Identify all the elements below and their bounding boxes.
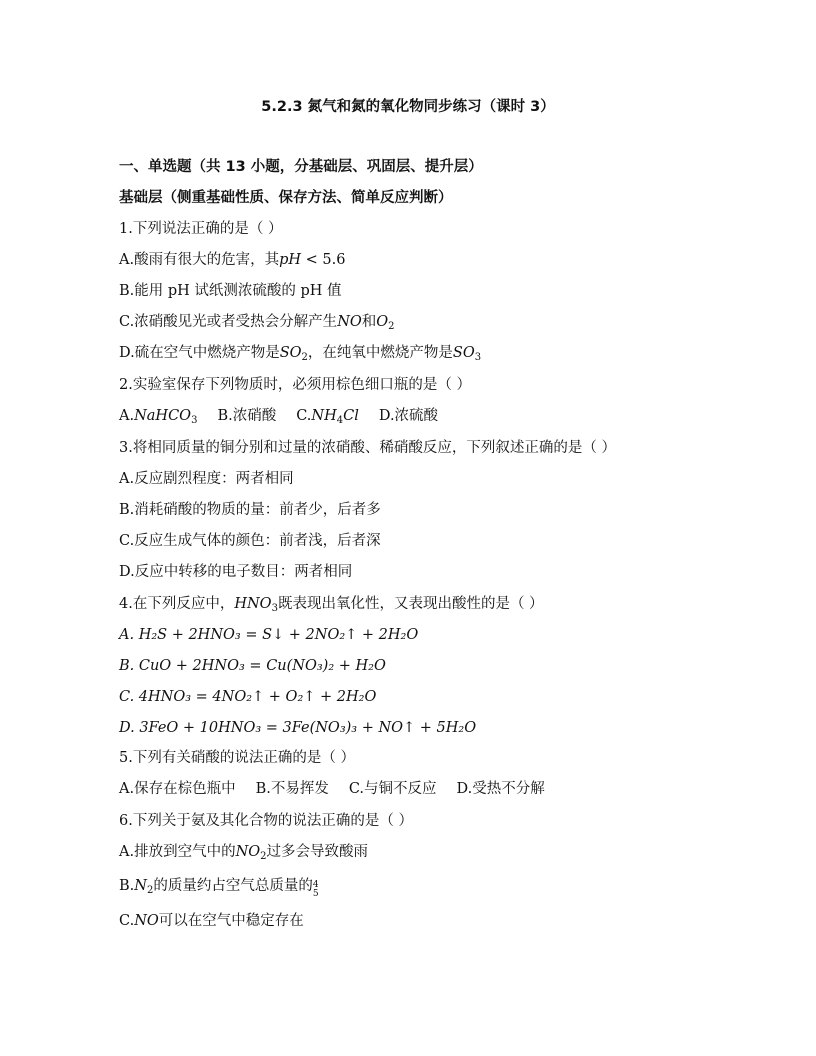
q1-c-formula-o2: O	[376, 314, 389, 330]
q3-option-a: A.反应剧烈程度：两者相同	[119, 471, 294, 487]
q5-options	[119, 780, 565, 798]
q2-option-b: B.浓硝酸	[217, 408, 277, 424]
q6-b-text: 的质量约占空气总质量的	[153, 878, 313, 894]
q4-option-a: A. H₂S + 2HNO₃ = S↓ + 2NO₂↑ + 2H₂O	[119, 627, 419, 643]
q4-stem-suffix: 既表现出氧化性，又表现出酸性的是（ ）	[277, 596, 544, 612]
q1-option-c	[119, 313, 395, 336]
q4-stem	[119, 595, 544, 618]
q1-a-math: pH	[279, 252, 302, 268]
q6-c-formula: NO	[134, 913, 159, 929]
q2-c-formula2: Cl	[343, 408, 359, 424]
q5-stem: 5.下列有关硝酸的说法正确的是（ ）	[119, 750, 355, 766]
q1-d-formula-so2: SO	[279, 345, 302, 361]
layer-heading-basic: 基础层（侧重基础性质、保存方法、简单反应判断）	[119, 190, 453, 206]
q2-option-c	[296, 407, 359, 430]
q6-a-formula: NO	[235, 844, 261, 860]
q2-c-sub: 4	[336, 415, 344, 426]
q6-stem: 6.下列关于氨及其化合物的说法正确的是（ ）	[119, 813, 413, 829]
q1-a-rel: < 5.6	[301, 252, 346, 268]
q3-stem: 3.将相同质量的铜分别和过量的浓硝酸、稀硝酸反应，下列叙述正确的是（ ）	[119, 440, 616, 456]
q2-c-formula: NH	[311, 408, 337, 424]
page-title: 5.2.3 氮气和氮的氧化物同步练习（课时 3）	[261, 99, 555, 115]
q4-option-b: B. CuO + 2HNO₃ = Cu(NO₃)₂ + H₂O	[119, 658, 386, 674]
q1-c-and: 和	[361, 314, 377, 330]
q6-a-suffix: 过多会导致酸雨	[266, 844, 369, 860]
q2-a-label: A.	[119, 408, 135, 424]
q2-a-formula: NaHCO	[134, 408, 192, 424]
q3-option-d: D.反应中转移的电子数目：两者相同	[119, 564, 353, 580]
q4-option-c: C. 4HNO₃ = 4NO₂↑ + O₂↑ + 2H₂O	[119, 689, 377, 705]
q6-option-c	[119, 912, 304, 930]
q1-d-text: D.硫在空气中燃烧产物是	[119, 345, 280, 361]
q2-options	[119, 407, 458, 430]
q2-option-d: D.浓硫酸	[378, 408, 439, 424]
q1-d-formula-so3: SO	[452, 345, 475, 361]
q1-d-sub3: 3	[474, 352, 482, 363]
q5-option-b: B.不易挥发	[255, 781, 329, 797]
q5-option-c: C.与铜不反应	[348, 781, 437, 797]
q4-option-d: D. 3FeO + 10HNO₃ = 3Fe(NO₃)₃ + NO↑ + 5H₂O	[119, 720, 477, 736]
q6-b-formula: N	[134, 878, 147, 894]
q1-option-b: B.能用 pH 试纸测浓硫酸的 pH 值	[119, 283, 342, 299]
fraction-denominator: 5	[312, 889, 319, 899]
q1-d-sub: 2	[301, 352, 308, 363]
q3-option-c: C.反应生成气体的颜色：前者浅，后者深	[119, 533, 381, 549]
q6-c-label: C.	[119, 913, 135, 929]
q1-stem: 1.下列说法正确的是（ ）	[119, 221, 283, 237]
fraction	[313, 881, 319, 899]
section-heading: 一、单选题（共 13 小题，分基础层、巩固层、提升层）	[119, 159, 483, 175]
q1-c-text: C.浓硝酸见光或者受热会分解产生	[119, 314, 338, 330]
q5-option-d: D.受热不分解	[456, 781, 545, 797]
q2-a-sub: 3	[191, 415, 198, 426]
q6-b-sub: 2	[146, 885, 154, 896]
q3-option-b: B.消耗硝酸的物质的量：前者少，后者多	[119, 502, 381, 518]
q6-c-suffix: 可以在空气中稳定存在	[158, 913, 304, 929]
q6-a-sub: 2	[260, 851, 267, 862]
q1-c-sub: 2	[388, 321, 395, 332]
q6-a-text: A.排放到空气中的	[119, 844, 236, 860]
q6-b-label: B.	[119, 878, 135, 894]
q4-stem-formula: HNO	[234, 596, 272, 612]
q1-d-mid: ，在纯氧中燃烧产物是	[307, 345, 453, 361]
q4-stem-sub: 3	[271, 603, 278, 614]
q2-option-a	[119, 407, 197, 430]
q6-option-b	[119, 877, 319, 900]
q4-stem-prefix: 4.在下列反应中，	[119, 596, 235, 612]
q1-c-formula-no: NO	[337, 314, 362, 330]
q1-option-d	[119, 344, 481, 367]
q1-a-text: A.酸雨有很大的危害，其	[119, 252, 280, 268]
fraction-numerator: 4	[312, 880, 319, 890]
q5-option-a: A.保存在棕色瓶中	[119, 781, 236, 797]
q2-c-label: C.	[296, 408, 312, 424]
q2-stem: 2.实验室保存下列物质时，必须用棕色细口瓶的是（ ）	[119, 377, 471, 393]
q6-option-a	[119, 843, 368, 866]
q1-option-a	[119, 251, 345, 269]
